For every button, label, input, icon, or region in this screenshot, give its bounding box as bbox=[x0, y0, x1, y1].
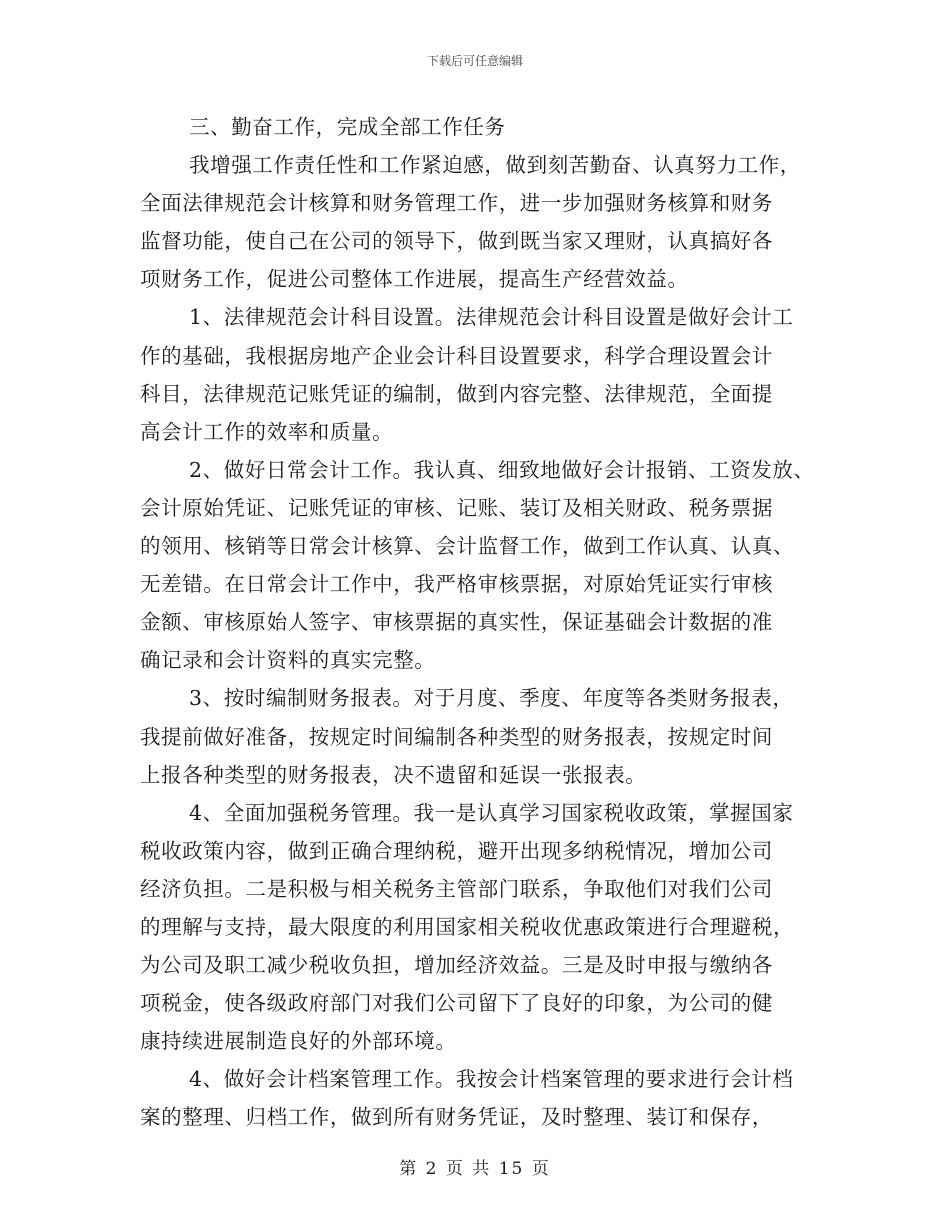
text-line: 我提前做好准备，按规定时间编制各种类型的财务报表，按规定时间 bbox=[140, 724, 773, 749]
text-line: 案的整理、归档工作，做到所有财务凭证，及时整理、装订和保存， bbox=[140, 1105, 773, 1130]
document-body bbox=[140, 108, 830, 1137]
text-line: 监督功能，使自己在公司的领导下，做到既当家又理财，认真搞好各 bbox=[140, 229, 773, 254]
text-line: 税收政策内容，做到正确合理纳税，避开出现多纳税情况，增加公司 bbox=[140, 838, 773, 863]
text-line: 4、做好会计档案管理工作。我按会计档案管理的要求进行会计档 bbox=[189, 1067, 794, 1092]
text-line: 科目，法律规范记账凭证的编制，做到内容完整、法律规范，全面提 bbox=[140, 381, 773, 406]
text-line: 高会计工作的效率和质量。 bbox=[140, 419, 394, 444]
page-number: 第 2 页 共 15 页 bbox=[399, 1159, 551, 1179]
text-line: 项财务工作，促进公司整体工作进展，提高生产经营效益。 bbox=[140, 267, 689, 292]
text-line: 确记录和会计资料的真实完整。 bbox=[140, 648, 436, 673]
text-line: 经济负担。二是积极与相关税务主管部门联系，争取他们对我们公司 bbox=[140, 876, 773, 901]
text-line: 无差错。在日常会计工作中，我严格审核票据，对原始凭证实行审核 bbox=[140, 572, 773, 597]
text-line: 我增强工作责任性和工作紧迫感，做到刻苦勤奋、认真努力工作， bbox=[189, 153, 801, 178]
text-line: 的领用、核销等日常会计核算、会计监督工作，做到工作认真、认真、 bbox=[140, 534, 795, 559]
text-line: 项税金，使各级政府部门对我们公司留下了良好的印象，为公司的健 bbox=[140, 991, 773, 1016]
text-line: 1、法律规范会计科目设置。法律规范会计科目设置是做好会计工 bbox=[189, 305, 794, 330]
text-line: 三、勤奋工作，完成全部工作任务 bbox=[189, 115, 506, 139]
text-line: 2、做好日常会计工作。我认真、细致地做好会计报销、工资发放、 bbox=[189, 457, 815, 482]
text-line: 上报各种类型的财务报表，决不遗留和延误一张报表。 bbox=[140, 762, 647, 787]
text-line: 为公司及职工减少税收负担，增加经济效益。三是及时申报与缴纳各 bbox=[140, 953, 773, 978]
text-line: 康持续进展制造良好的外部环境。 bbox=[140, 1029, 457, 1054]
page-header-note: 下载后可任意编辑 bbox=[426, 54, 523, 68]
text-line: 全面法律规范会计核算和财务管理工作，进一步加强财务核算和财务 bbox=[140, 191, 773, 216]
text-line: 的理解与支持，最大限度的利用国家相关税收优惠政策进行合理避税， bbox=[140, 914, 795, 939]
text-line: 作的基础，我根据房地产企业会计科目设置要求，科学合理设置会计 bbox=[140, 343, 773, 368]
text-line: 金额、审核原始人签字、审核票据的真实性，保证基础会计数据的准 bbox=[140, 610, 773, 635]
text-line: 3、按时编制财务报表。对于月度、季度、年度等各类财务报表， bbox=[189, 686, 794, 711]
text-line: 会计原始凭证、记账凭证的审核、记账、装订及相关财政、税务票据 bbox=[140, 495, 773, 520]
text-line: 4、全面加强税务管理。我一是认真学习国家税收政策，掌握国家 bbox=[189, 800, 794, 825]
